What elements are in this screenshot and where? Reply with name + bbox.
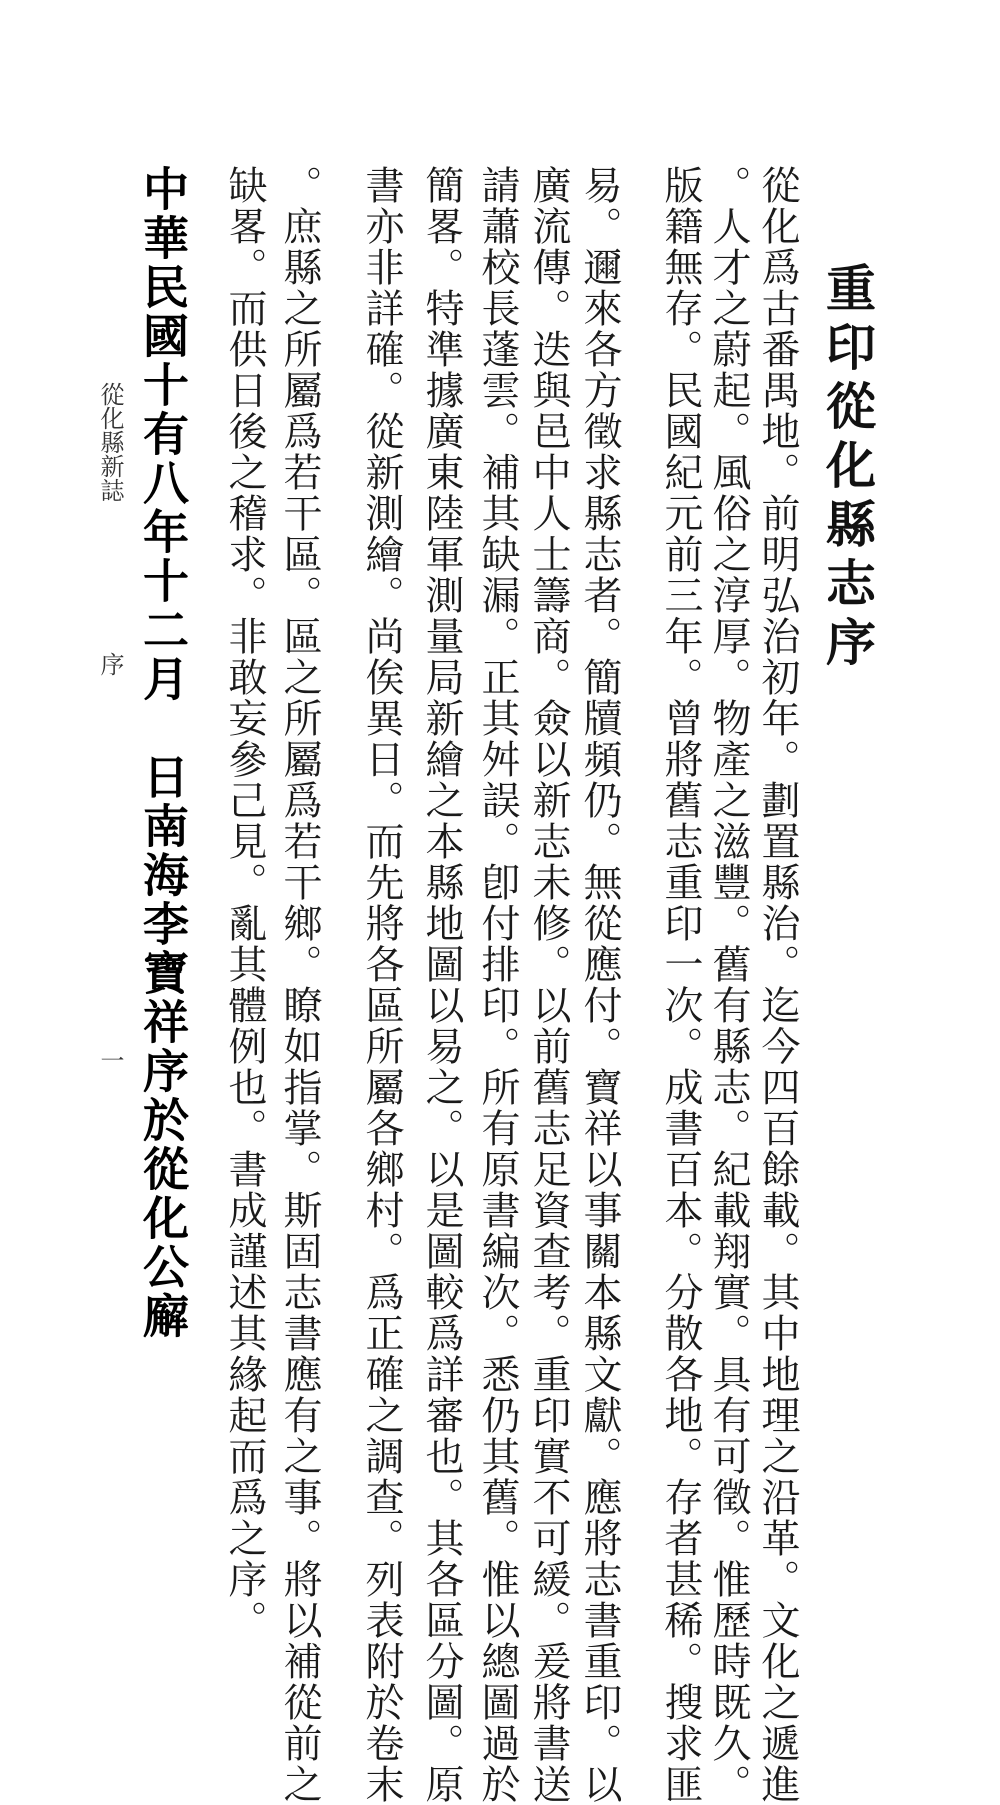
body-column-1: 從化爲古番禺地。前明弘治初年。劃置縣治。迄今四百餘載。其中地理之沿革。文化之遞進 [755,165,800,1805]
body-column-2: 。人才之蔚起。風俗之淳厚。物產之滋豐。舊有縣志。紀載翔實。具有可徵。惟歷時既久。 [706,165,751,1805]
body-column-7: 簡畧。特準據廣東陸軍測量局新繪之本縣地圖以易之。以是圖較爲詳審也。其各區分圖。原 [419,165,464,1805]
preface-title: 重印從化縣志序 [818,262,877,675]
signature-line: 中華民國十有八年十二月 日南海李寶祥序於從化公廨 [136,165,190,1341]
body-column-3: 版籍無存。民國紀元前三年。曾將舊志重印一次。成書百本。分散各地。存者甚稀。搜求匪 [658,165,703,1805]
body-column-6: 請蕭校長蓬雲。補其缺漏。正其舛誤。卽付排印。所有原書編次。悉仍其舊。惟以總圖過於 [475,165,520,1805]
body-column-9: 。庶縣之所屬爲若干區。區之所屬爲若干鄉。瞭如指掌。斯固志書應有之事。將以補從前之 [277,165,322,1805]
margin-book-title: 從化縣新誌 [96,382,124,502]
margin-page-number: 一 [96,1048,124,1072]
margin-section-label: 序 [96,652,124,676]
body-column-5: 廣流傳。迭與邑中人士籌商。僉以新志未修。以前舊志足資查考。重印實不可緩。爰將書送 [526,165,571,1805]
body-column-10: 缺畧。而供日後之稽求。非敢妄參己見。亂其體例也。書成謹述其緣起而爲之序。 [222,165,267,1641]
body-column-8: 書亦非詳確。從新測繪。尚俟異日。而先將各區所屬各鄉村。爲正確之調查。列表附於卷末 [359,165,404,1805]
body-column-4: 易。邇來各方徵求縣志者。簡牘頻仍。無從應付。寶祥以事關本縣文獻。應將志書重印。以 [577,165,622,1805]
